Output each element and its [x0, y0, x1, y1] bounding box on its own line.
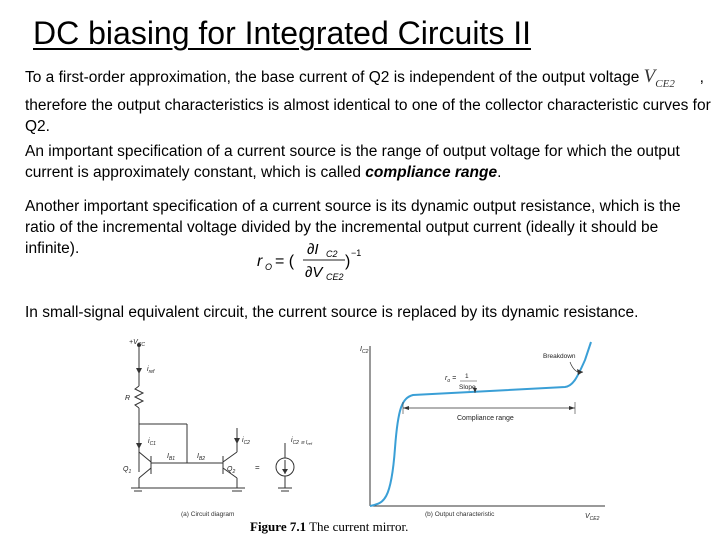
ro-label: $r_o$ =	[445, 375, 457, 384]
ro-numerator: 1	[465, 373, 469, 380]
p1-text-start: To a first-order approximation, the base current of Q2 is independent of the output voltage	[25, 69, 640, 86]
figure-label: Figure 7.1	[250, 519, 307, 534]
formula-exponent: −1	[351, 248, 362, 258]
slope-label: Slope	[459, 384, 476, 391]
paragraph-small-signal	[25, 302, 715, 323]
paragraph-base-current	[25, 66, 715, 137]
formula-denominator: ∂V	[305, 264, 323, 281]
graph-x-label: $V_{CE2}$	[585, 513, 600, 520]
svg-text:): )	[345, 253, 351, 270]
circuit-diagram	[131, 344, 294, 492]
svg-text:= (: = (	[275, 253, 295, 270]
compliance-range-label: Compliance range	[457, 415, 514, 422]
page-title: DC biasing for Integrated Circuits II	[33, 15, 531, 51]
current-mirror-figure	[115, 338, 615, 525]
formula-numerator: ∂I	[307, 241, 319, 258]
output-characteristic-graph	[370, 342, 605, 506]
compliance-range-term: compliance range	[365, 164, 498, 181]
ic1-label: $i_{C1}$	[148, 438, 156, 447]
figure-caption	[250, 519, 408, 535]
vcc-label: $+V_{CC}$	[129, 339, 145, 348]
graph-caption: (b) Output characteristic	[425, 511, 495, 518]
svg-text:C2: C2	[326, 249, 338, 259]
output-resistance-formula	[255, 236, 375, 289]
graph-y-label: $I_{C2}$	[360, 346, 369, 355]
equivalence-sign: =	[255, 463, 260, 472]
svg-text:O: O	[265, 262, 273, 272]
p1-text-end: , therefore the output characteristics is almost identical to one of the collector characteristic curves for Q2.	[25, 69, 711, 135]
ib1-label: $I_{B1}$	[167, 453, 176, 462]
breakdown-label: Breakdown	[543, 353, 576, 360]
p2-text-start: An important specification of a current source is the range of output voltage for which the output current is approximately constant, which is called	[25, 143, 680, 181]
paragraph-compliance	[25, 141, 715, 183]
p2-text-end: .	[497, 164, 502, 181]
p3-text: Another important specification of a current source is its dynamic output resistance, which is the ratio of the incremental voltage divided by the incremental output current (ideally it should be infinite).	[25, 198, 681, 257]
iref-label: $i_{ref}$	[147, 366, 155, 375]
output-curve	[370, 342, 591, 506]
q1-label: $Q_1$	[123, 466, 132, 475]
r-label: R	[125, 395, 131, 402]
figure-text: The current mirror.	[309, 519, 409, 534]
vce2-symbol: $V_{CE2}$	[643, 66, 675, 90]
ic2-label: $i_{C2}$	[242, 437, 250, 446]
source-label: $i_{C2 ≅ I}ref$	[291, 437, 312, 446]
svg-text:CE2: CE2	[326, 272, 344, 282]
circuit-caption: (a) Circuit diagram	[181, 511, 235, 518]
ib2-label: $I_{B2}$	[197, 453, 206, 462]
p4-text: In small-signal equivalent circuit, the current source is replaced by its dynamic resistance.	[25, 304, 639, 321]
formula-lhs: r	[257, 253, 263, 270]
q2-label: $Q_2$	[227, 466, 236, 475]
